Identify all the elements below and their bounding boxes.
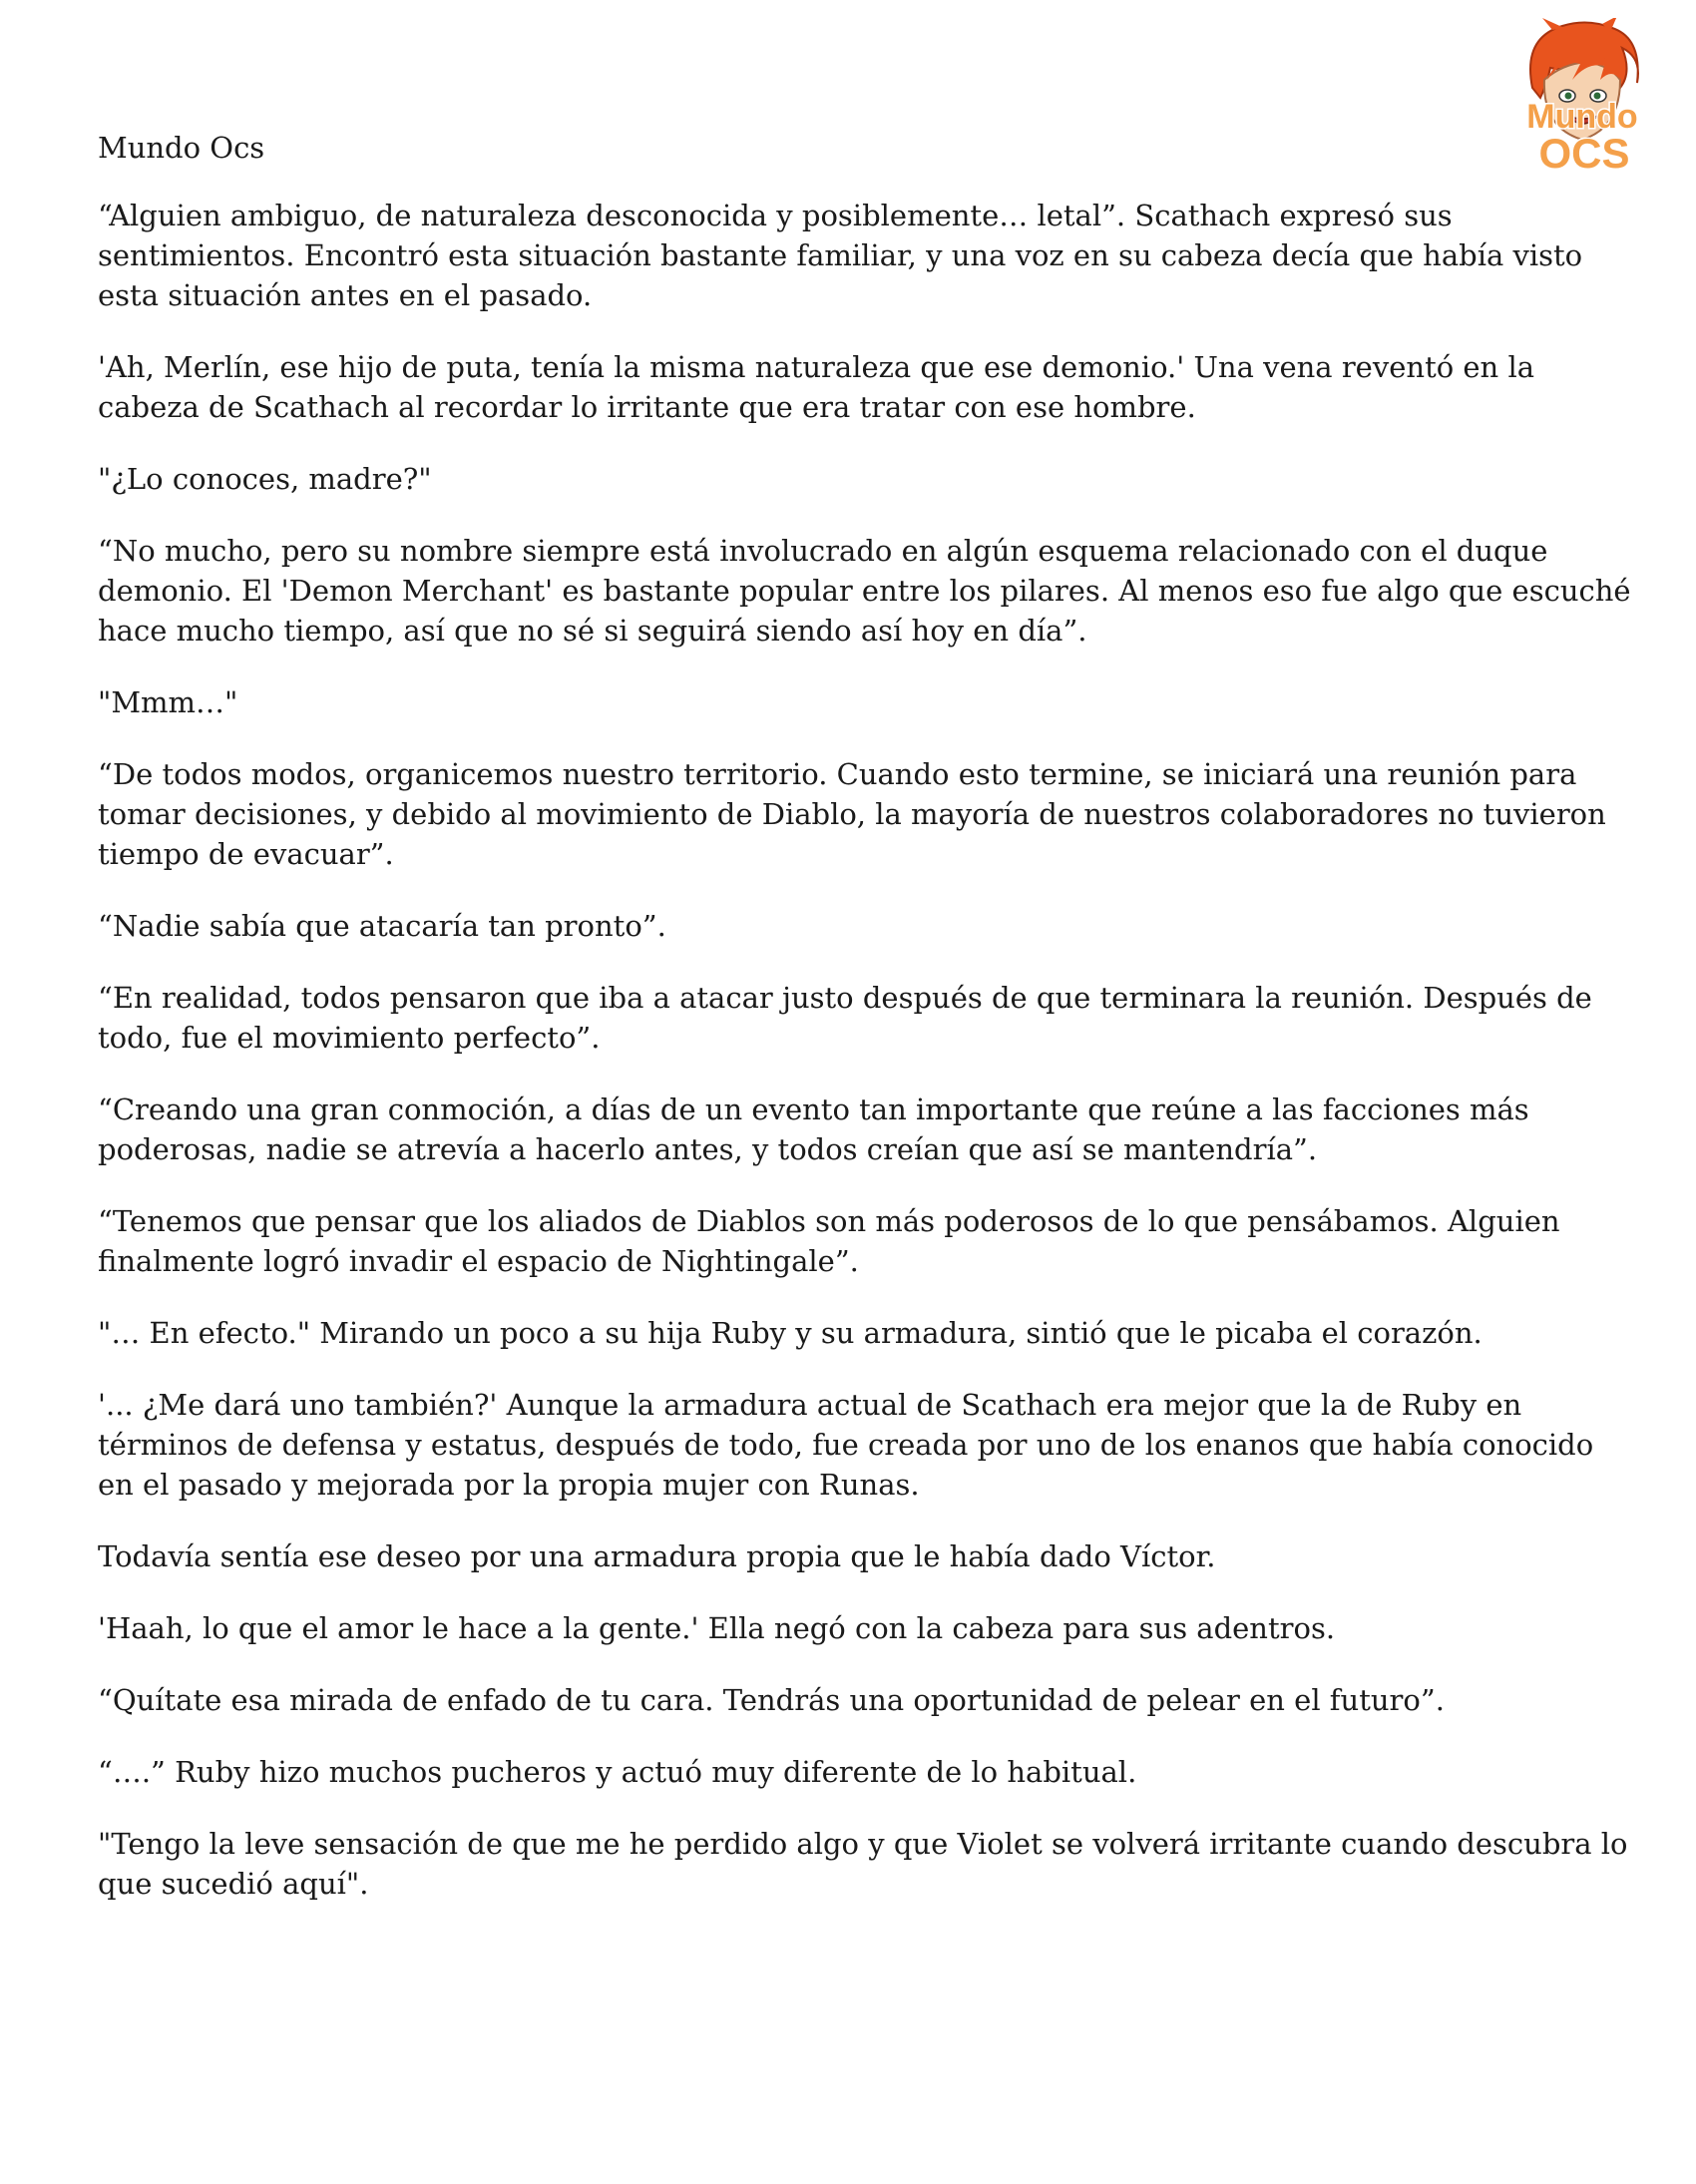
paragraph: “No mucho, pero su nombre siempre está involucrado en algún esquema relacionado con el duque demonio. El 'Demon Merchant' es bastante popular entre los pilares. Al menos eso fue algo que escuché hace mucho tiempo, así que no sé si seguirá siendo así hoy en día”.	[98, 534, 1631, 648]
paragraph: '... ¿Me dará uno también?' Aunque la armadura actual de Scathach era mejor que la de Ruby en términos de defensa y estatus, después de todo, fue creada por uno de los enanos que había conocido en el pasado y mejorada por la propia mujer con Runas.	[98, 1388, 1594, 1502]
paragraph: “De todos modos, organicemos nuestro territorio. Cuando esto termine, se iniciará una reunión para tomar decisiones, y debido al movimiento de Diablo, la mayoría de nuestros colaboradores no tuvieron tiempo de evacuar”.	[98, 757, 1606, 871]
paragraph: 'Haah, lo que el amor le hace a la gente.' Ella negó con la cabeza para sus adentros.	[98, 1611, 1336, 1645]
paragraph: “Tenemos que pensar que los aliados de Diablos son más poderosos de lo que pensábamos. Alguien finalmente logró invadir el espacio de Nightingale”.	[98, 1204, 1560, 1278]
logo-text-line2: OCS	[1538, 130, 1630, 177]
logo-text-line1: Mundo	[1526, 98, 1638, 136]
paragraph: “Alguien ambiguo, de naturaleza desconocida y posiblemente… letal”. Scathach expresó sus sentimientos. Encontró esta situación bastante familiar, y una voz en su cabeza decía que había visto esta situación antes en el pasado.	[98, 199, 1583, 312]
paragraph: 'Ah, Merlín, ese hijo de puta, tenía la misma naturaleza que ese demonio.' Una vena reventó en la cabeza de Scathach al recordar lo irritante que era tratar con ese hombre.	[98, 350, 1535, 424]
page-header-title: Mundo Ocs	[98, 131, 265, 165]
paragraph: “Creando una gran conmoción, a días de un evento tan importante que reúne a las facciones más poderosas, nadie se atrevía a hacerlo antes, y todos creían que así se mantendría”.	[98, 1092, 1529, 1166]
paragraph: "Tengo la leve sensación de que me he perdido algo y que Violet se volverá irritante cuando descubra lo que sucedió aquí".	[98, 1827, 1628, 1901]
paragraph: "Mmm…"	[98, 685, 238, 719]
paragraph: “Nadie sabía que atacaría tan pronto”.	[98, 909, 666, 943]
paragraph-list	[98, 196, 1634, 1904]
paragraph: "¿Lo conoces, madre?"	[98, 462, 432, 496]
paragraph: "… En efecto." Mirando un poco a su hija Ruby y su armadura, sintió que le picaba el corazón.	[98, 1316, 1483, 1350]
paragraph: “En realidad, todos pensaron que iba a atacar justo después de que terminara la reunión. Después de todo, fue el movimiento perfecto”.	[98, 981, 1592, 1055]
paragraph: “….” Ruby hizo muchos pucheros y actuó muy diferente de lo habitual.	[98, 1755, 1137, 1789]
paragraph: “Quítate esa mirada de enfado de tu cara. Tendrás una oportunidad de pelear en el futuro”.	[98, 1683, 1445, 1717]
document-page	[98, 128, 1634, 1936]
paragraph: Todavía sentía ese deseo por una armadura propia que le había dado Víctor.	[98, 1539, 1216, 1573]
